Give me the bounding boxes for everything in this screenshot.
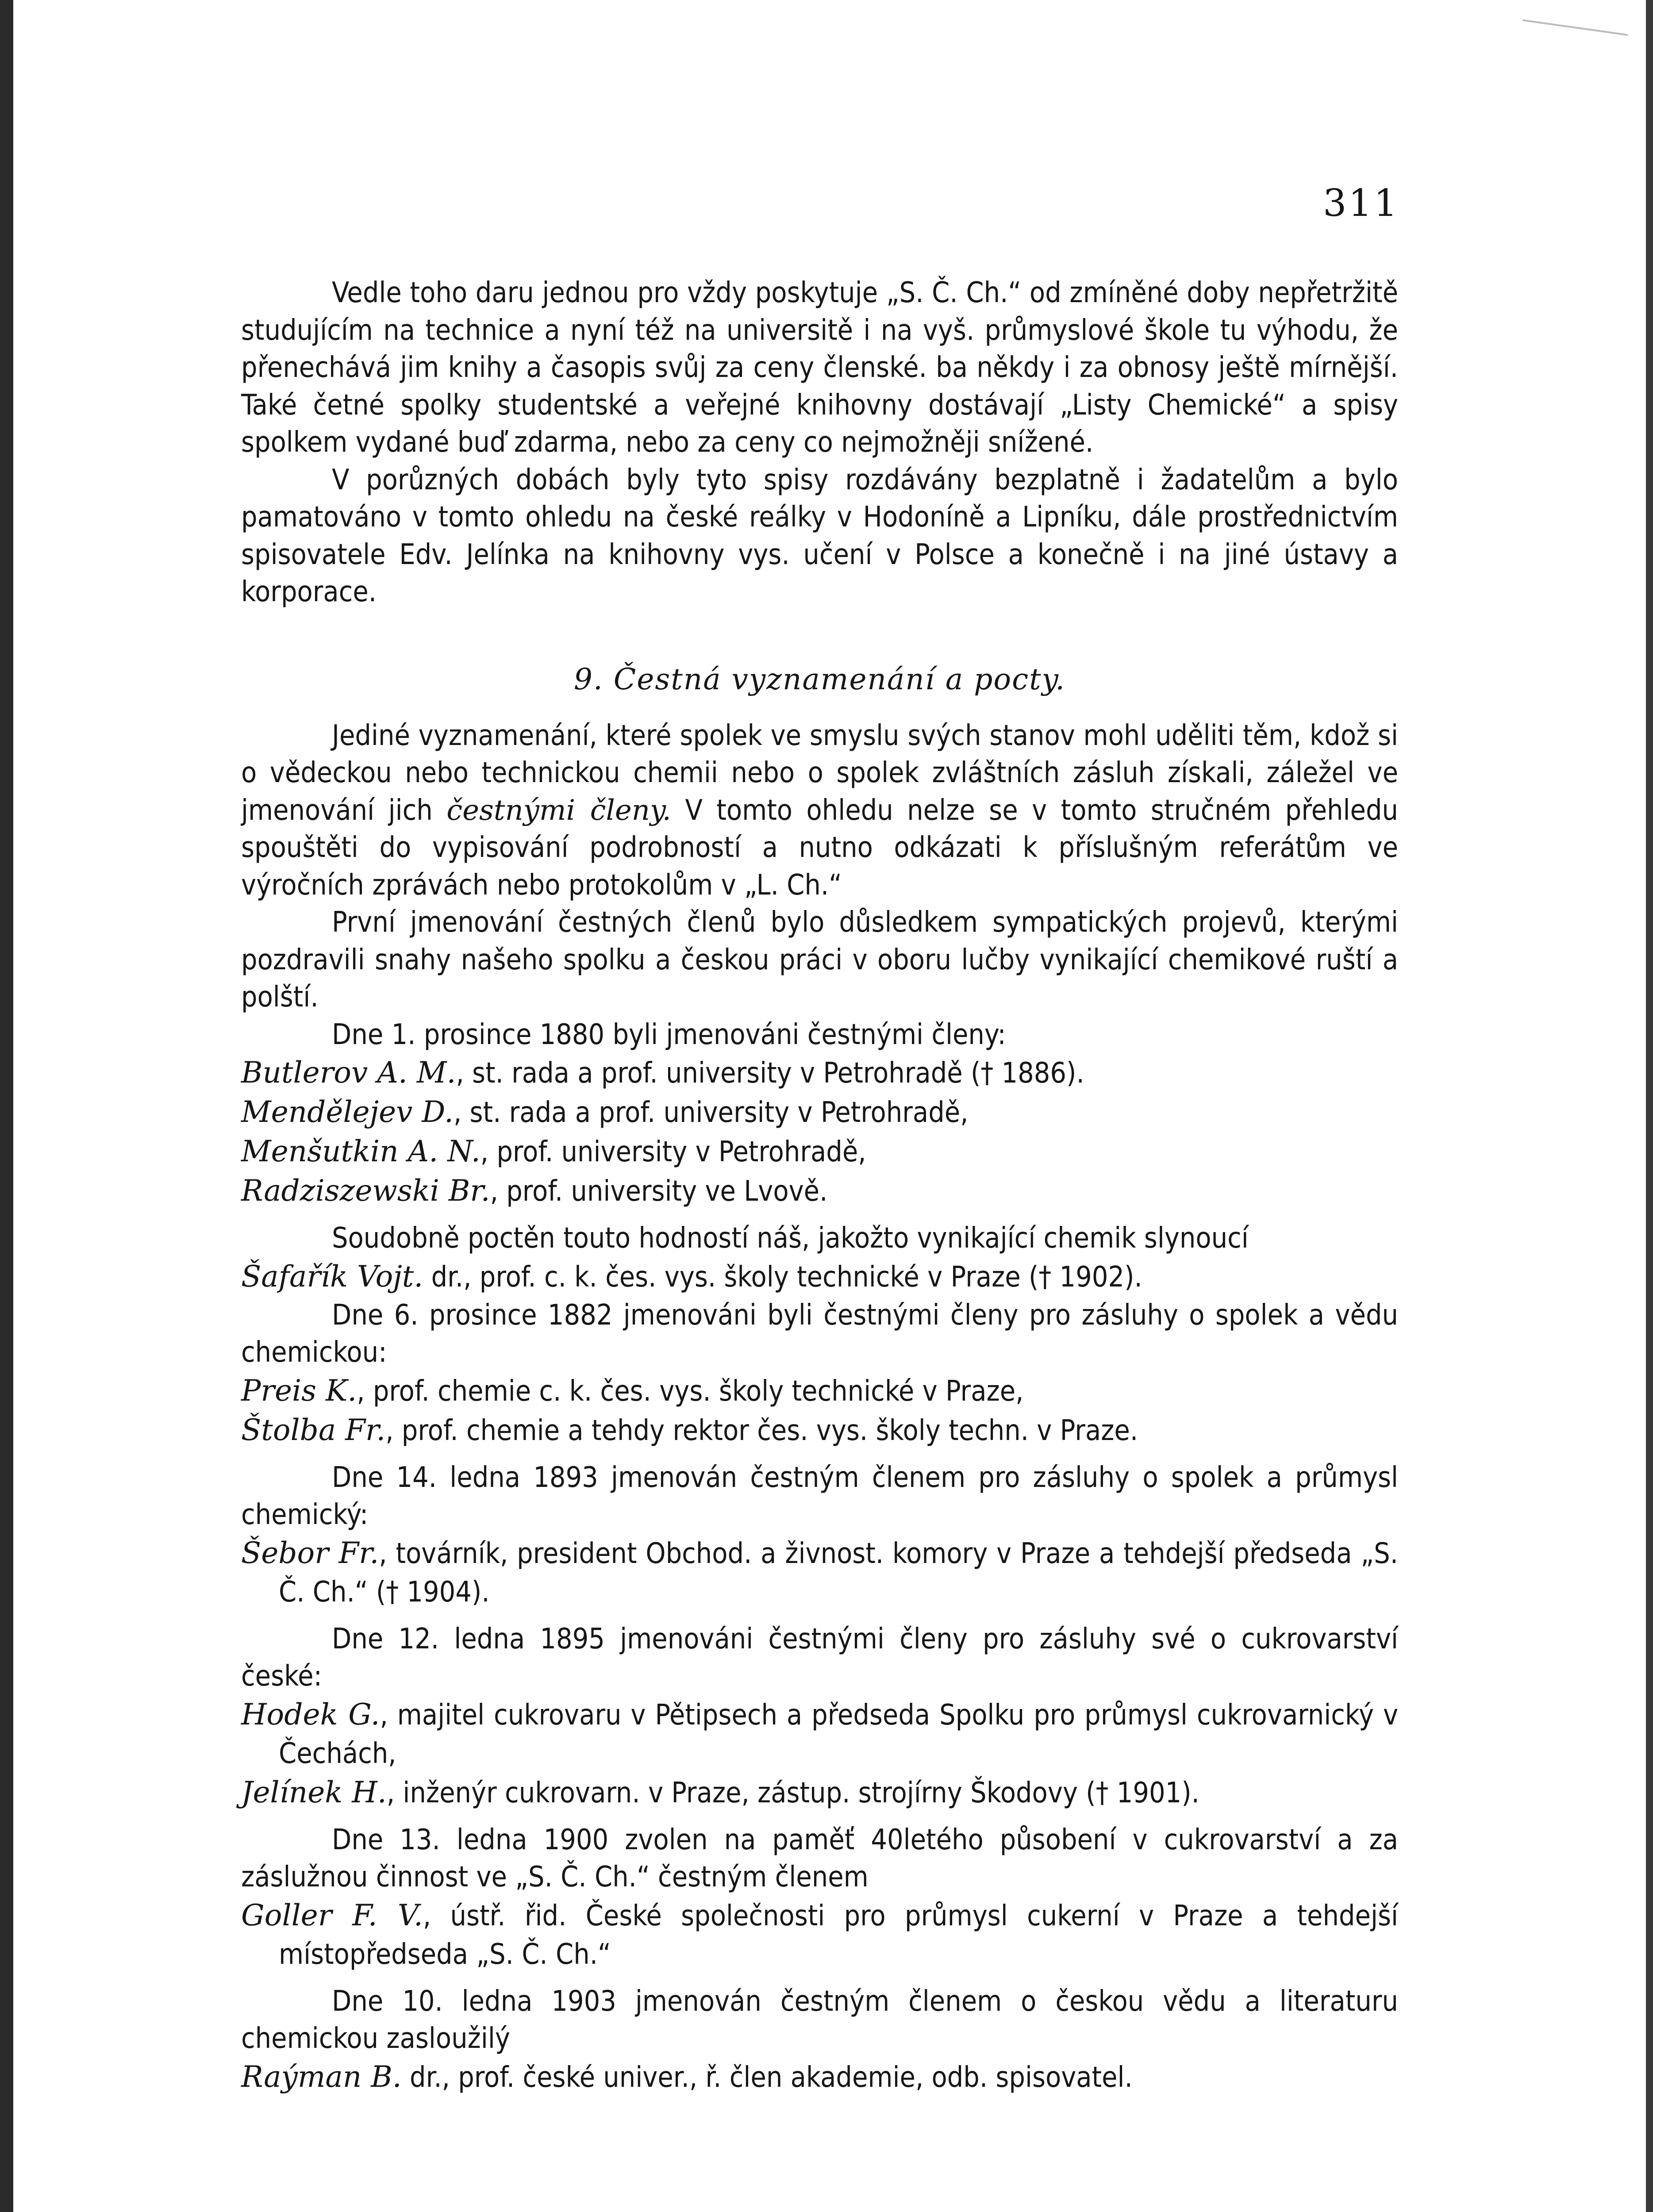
member-name: Preis K. (241, 1373, 357, 1408)
member-name: Goller F. V. (241, 1898, 423, 1932)
paragraph-date-1880: Dne 1. prosince 1880 byli jmenováni čestnými členy: (332, 1018, 1006, 1051)
member-name: Menšutkin A. N. (241, 1134, 481, 1168)
member-name: Radziszewski Br. (241, 1174, 490, 1208)
paragraph-date-1900: Dne 13. ledna 1900 zvolen na paměť 40letého působení v cukrovarství a za záslužnou činnost ve „S. Č. Ch.“ čestným členem (241, 1823, 1398, 1893)
member-name: Raýman B. (241, 2059, 402, 2094)
member-entry: Hodek G., majitel cukrovaru v Pětipsech a předseda Spolku pro průmysl cukrovarnický v Čechách, (241, 1697, 1399, 1770)
scan-right-edge (1646, 0, 1653, 2212)
paragraph-date-1903: Dne 10. ledna 1903 jmenován čestným členem o českou vědu a literaturu chemickou zasloužilý (241, 1985, 1398, 2055)
member-entry: Goller F. V., ústř. řid. České společnosti pro průmysl cukerní v Praze a tehdejší místopředseda „S. Č. Ch.“ (241, 1898, 1398, 1971)
member-entry: Radziszewski Br., prof. university ve Lvově. (241, 1174, 828, 1208)
paragraph-donation: Vedle toho daru jednou pro vždy poskytuje „S. Č. Ch.“ od zmíněné doby nepřetržitě studujícím na technice a nyní též na universitě i na vyš. průmyslové škole tu výhodu, že přenechává jim knihy a časopis svůj za ceny členské. ba někdy i za obnosy ještě mírnější. Také četné spolky studentské a veřejné knihovny dostávají „Listy Chemické“ a spisy spolkem vydané buď zdarma, nebo za ceny co nejmožněji snížené. (241, 276, 1398, 459)
member-name: Mendělejev D. (241, 1095, 454, 1129)
page-number: 311 (1323, 181, 1399, 225)
member-entry: Mendělejev D., st. rada a prof. university v Petrohradě, (241, 1095, 969, 1129)
paragraph-first-appointments: První jmenování čestných členů bylo důsledkem sympatických projevů, kterými pozdravili snahy našeho spolku a českou práci v oboru lučby vynikající chemikové ruští a polští. (241, 906, 1398, 1014)
member-entry: Šafařík Vojt. dr., prof. c. k. čes. vys. školy technické v Praze († 1902). (241, 1259, 1142, 1294)
corner-pencil-mark (1519, 19, 1628, 62)
paragraph-distribution: V porůzných dobách byly tyto spisy rozdávány bezplatně i žadatelům a bylo pamatováno v tomto ohledu na české reálky v Hodoníně a Lipníku, dále prostřednictvím spisovatele Edv. Jelínka na knihovny vys. učení v Polsce a konečně i na jiné ústavy a korporace. (241, 463, 1398, 608)
emphasis-honorary-members: čestnými členy. (446, 794, 671, 827)
page-body (241, 274, 1398, 2097)
member-name: Štolba Fr. (241, 1413, 386, 1447)
scan-left-edge (0, 0, 13, 2212)
paragraph-date-1893: Dne 14. ledna 1893 jmenován čestným členem pro zásluhy o spolek a průmysl chemický: (241, 1461, 1398, 1531)
member-entry: Butlerov A. M., st. rada a prof. university v Petrohradě († 1886). (241, 1056, 1084, 1090)
member-name: Hodek G. (241, 1697, 380, 1732)
paragraph-date-1882: Dne 6. prosince 1882 jmenováni byli čestnými členy pro zásluhy o spolek a vědu chemickou: (241, 1298, 1398, 1369)
paragraph-honors-intro: Jediné vyznamenání, které spolek ve smyslu svých stanov mohl uděliti těm, kdož si o vědeckou nebo technickou chemii nebo o spolek zvláštních zásluh získali, záležel ve jmenování jich čestnými členy. V tomto ohledu nelze se v tomto stručném přehledu spouštěti do vypisování podrobností a nutno odkázati k příslušným referátům ve výročních zprávách nebo protokolům v „L. Ch.“ (241, 719, 1398, 902)
member-name: Jelínek H. (241, 1775, 387, 1809)
member-entry: Štolba Fr., prof. chemie a tehdy rektor čes. vys. školy techn. v Praze. (241, 1413, 1138, 1447)
member-entry: Raýman B. dr., prof. české univer., ř. člen akademie, odb. spisovatel. (241, 2059, 1133, 2094)
member-entry: Menšutkin A. N., prof. university v Petrohradě, (241, 1134, 866, 1168)
member-entry: Jelínek H., inženýr cukrovarn. v Praze, zástup. strojírny Škodovy († 1901). (241, 1775, 1199, 1809)
member-entry: Šebor Fr., továrník, president Obchod. a živnost. komory v Praze a tehdejší předseda „S. Č. Ch.“ († 1904). (241, 1536, 1399, 1609)
paragraph-date-1895: Dne 12. ledna 1895 jmenováni čestnými členy pro zásluhy své o cukrovarství české: (241, 1622, 1398, 1693)
member-name: Šebor Fr. (241, 1536, 379, 1570)
member-entry: Preis K., prof. chemie c. k. čes. vys. školy technické v Praze, (241, 1373, 1024, 1408)
member-name: Šafařík Vojt. (241, 1259, 423, 1294)
member-name: Butlerov A. M. (241, 1056, 456, 1090)
paragraph-contemporary: Soudobně poctěn touto hodností náš, jakožto vynikající chemik slynoucí (332, 1222, 1249, 1255)
section-heading: 9. Čestná vyznamenání a pocty. (573, 662, 1066, 696)
